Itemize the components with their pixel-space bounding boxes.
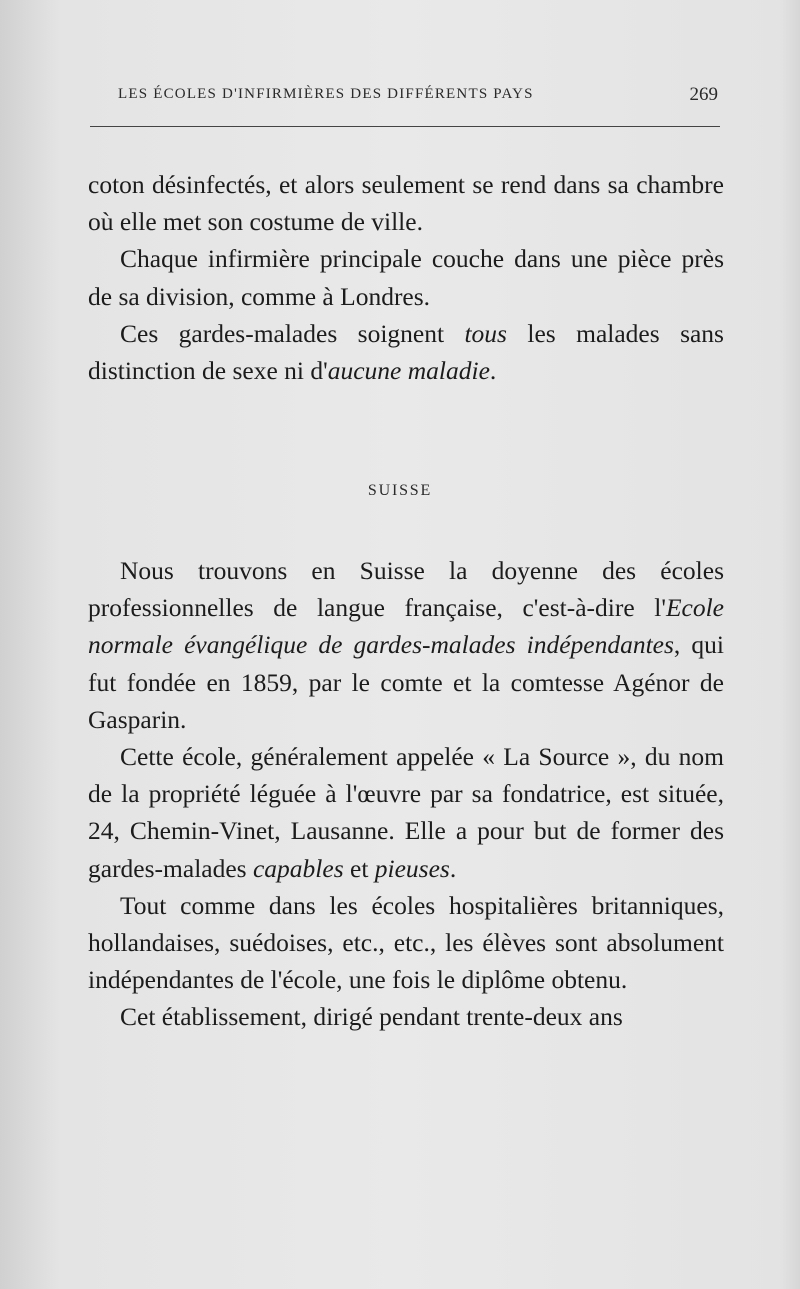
- paragraph-etablissement: Cet établissement, dirigé pendant trente-deux ans: [120, 1002, 623, 1032]
- header-rule: [90, 126, 720, 127]
- text-run: .: [489, 356, 497, 386]
- paragraph-la-source: [88, 738, 724, 887]
- italic-run: tous: [464, 318, 507, 348]
- italic-run: Ecole normale évangélique de gardes-malades indépendantes: [88, 593, 724, 660]
- running-head: [118, 86, 718, 108]
- italic-run: aucune maladie: [327, 356, 490, 386]
- italic-run: pieuses: [374, 853, 450, 883]
- text-run: Ces gardes-malades soignent: [120, 318, 465, 348]
- text-run: Nous trouvons en Suisse la doyenne des écoles professionnelles de langue française, c'est-à-dire l': [88, 556, 724, 623]
- paragraph-continued: coton désinfectés, et alors seulement se rend dans sa chambre où elle met son costume de ville.: [88, 170, 724, 237]
- page-number: 269: [689, 84, 718, 105]
- text-run: et: [343, 853, 375, 883]
- running-title: LES ÉCOLES D'INFIRMIÈRES DES DIFFÉRENTS PAYS: [118, 86, 534, 102]
- paragraph-infirmiere: Chaque infirmière principale couche dans une pièce près de sa division, comme à Londres.: [88, 244, 724, 311]
- text-run: les malades sans distinction de sexe ni d': [88, 318, 724, 386]
- text-run: .: [449, 853, 457, 883]
- text-block-top: [88, 166, 724, 389]
- text-run: , qui fut fondée en 1859, par le comte et la comtesse Agénor de Gasparin.: [88, 630, 724, 734]
- paragraph-doyenne: [88, 552, 724, 738]
- text-block-suisse: [88, 552, 724, 1036]
- italic-run: capables: [252, 853, 344, 883]
- section-heading: SUISSE: [367, 482, 433, 499]
- text-run: Cette école, généralement appelée « La Source », du nom de la propriété léguée à l'œuvre par sa fondatrice, est située, 24, Chemin-Vinet, Lausanne. Elle a pour but de former des gardes-malades: [88, 742, 724, 883]
- paragraph-ecoles-britanniques: Tout comme dans les écoles hospitalières britanniques, hollandaises, suédoises, etc., etc., les élèves sont absolument indépendantes de l'école, une fois le diplôme obtenu.: [88, 890, 724, 995]
- paragraph-gardes-malades: [88, 315, 724, 389]
